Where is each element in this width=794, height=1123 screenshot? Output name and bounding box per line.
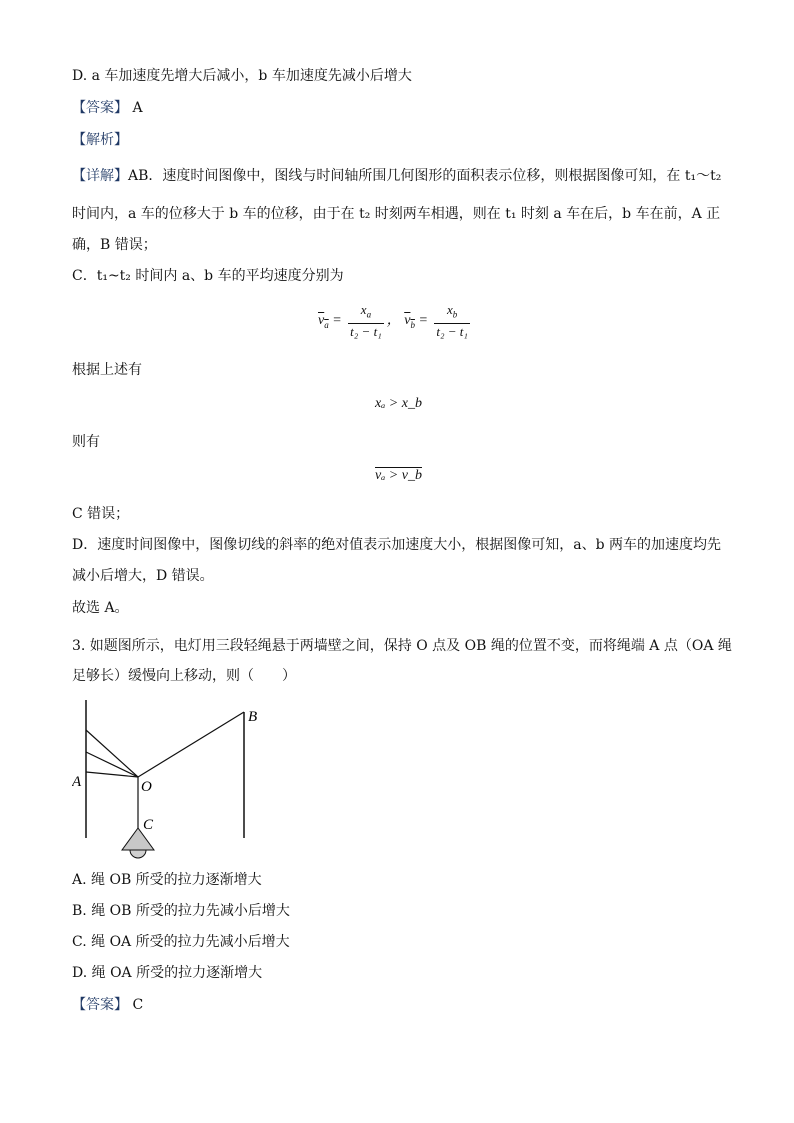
answer-value: A — [132, 100, 143, 116]
option-a: A. 绳 OB 所受的拉力逐渐增大 — [72, 872, 262, 888]
q3-answer-tag: 【答案】 — [72, 997, 128, 1013]
answer-tag: 【答案】 — [72, 100, 128, 116]
detail-line-2: 时间内，a 车的位移大于 b 车的位移，由于在 t₂ 时刻两车相遇，则在 t₁ 时刻 a 车在后，b 车在前，A 正 — [72, 206, 721, 222]
q3-answer-value: C — [132, 997, 144, 1013]
d-line-1: D．速度时间图像中，图像切线的斜率的绝对值表示加速度大小，根据图像可知，a、b 两车的加速度均先 — [72, 537, 721, 553]
d-line-2: 减小后增大，D 错误。 — [72, 568, 214, 584]
q3-answer — [72, 995, 143, 1015]
rope-ob — [138, 712, 244, 777]
analysis-label: 【解析】 — [72, 132, 128, 148]
lamp-bulb — [130, 850, 146, 858]
rope-upper-position — [86, 730, 138, 777]
option-c: C. 绳 OA 所受的拉力先减小后增大 — [72, 934, 290, 950]
according-text: 根据上述有 — [72, 362, 142, 378]
label-b: B — [248, 709, 258, 725]
va-symbol: $v_a$ — [318, 313, 329, 330]
detail-line-3: 确，B 错误； — [72, 237, 157, 253]
option-b: B. 绳 OB 所受的拉力先减小后增大 — [72, 903, 290, 919]
label-a: A — [72, 774, 82, 790]
label-o: O — [141, 779, 152, 795]
prev-answer — [72, 98, 143, 118]
detail-line-1 — [72, 166, 721, 186]
rope-lamp-diagram — [72, 700, 272, 865]
c-wrong: C 错误； — [72, 506, 130, 522]
q3-line-2: 足够长）缓慢向上移动，则（ ） — [72, 668, 296, 684]
formula-velocity-compare: vₐ > v_b — [375, 468, 422, 483]
prev-option-d: D. a 车加速度先增大后减小，b 车加速度先减小后增大 — [72, 68, 412, 84]
analysis-tag — [72, 130, 128, 150]
vb-fraction: $\frac{x_b}{\text{t₂ − t₁}}$ — [436, 302, 468, 339]
label-c: C — [143, 817, 154, 833]
formula-displacement-compare: xₐ > x_b — [375, 396, 422, 411]
vb-symbol: $v_b$ — [404, 313, 415, 330]
c-line: C．t₁~t₂ 时间内 a、b 车的平均速度分别为 — [72, 268, 344, 284]
detail-text-1: AB．速度时间图像中，图线与时间轴所围几何图形的面积表示位移，则根据图像可知，在 t₁～t₂ — [128, 168, 722, 184]
formula-average-velocities: $v_a$ = $\frac{x_a}{\text{t₂ − t₁}}$ ， $v_b$ = $\frac{x_b}{\text{t₂ − t₁}}$ — [318, 302, 468, 339]
choose-text: 故选 A。 — [72, 600, 129, 616]
q3-line-1: 3. 如题图所示，电灯用三段轻绳悬于两墙壁之间，保持 O 点及 OB 绳的位置不变，而将绳端 A 点（OA 绳 — [72, 638, 732, 654]
option-d: D. 绳 OA 所受的拉力逐渐增大 — [72, 965, 263, 981]
then-text: 则有 — [72, 434, 100, 450]
va-fraction: $\frac{x_a}{\text{t₂ − t₁}}$ — [350, 302, 382, 339]
detail-label: 【详解】 — [72, 168, 128, 184]
